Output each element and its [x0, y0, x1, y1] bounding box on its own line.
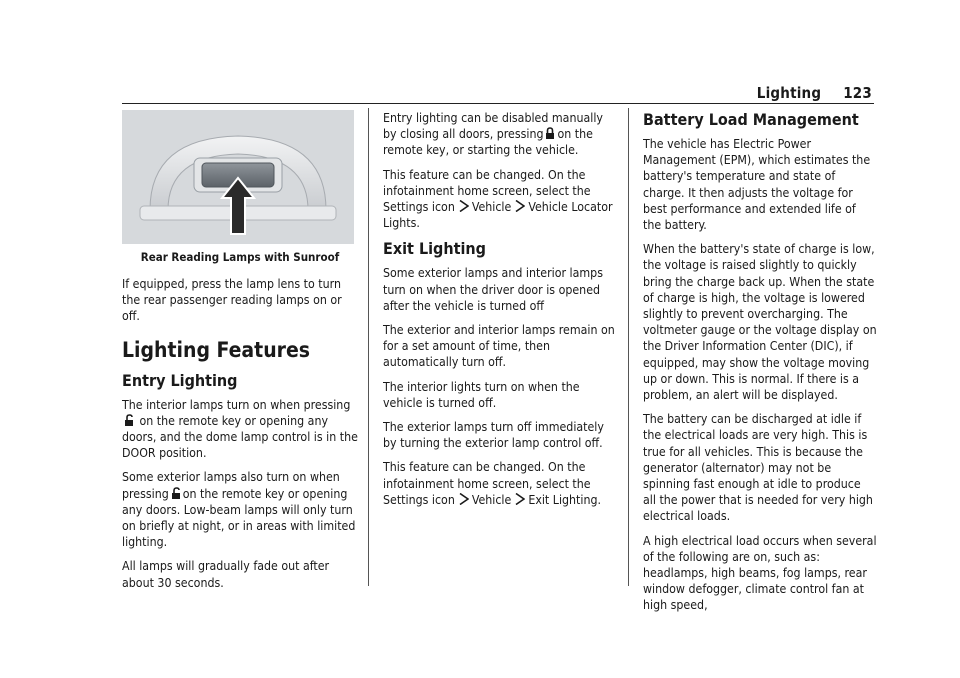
unlock-key-icon: [170, 487, 182, 500]
entry-lighting-heading: Entry Lighting: [122, 370, 238, 390]
lighting-features-heading: Lighting Features: [122, 337, 311, 362]
unlock-key-icon: [123, 414, 135, 427]
exit-paragraph-2: The exterior and interior lamps remain on for a set amount of time, then automatically turn off.: [383, 323, 615, 370]
reading-lamp-illustration: [122, 110, 354, 244]
exit-paragraph-4: The exterior lamps turn off immediately by turning the exterior lamp control off.: [383, 420, 604, 451]
entry-paragraph-3: All lamps will gradually fade out after about 30 seconds.: [122, 559, 330, 590]
column-divider-2: [628, 108, 629, 586]
column-1: [122, 110, 358, 599]
entry-settings-paragraph: This feature can be changed. On the infotainment home screen, select the Settings icon Vehicle Vehicle Locator Lights.: [383, 167, 613, 231]
chevron-right-icon: [459, 493, 469, 505]
header-rule: [122, 103, 874, 104]
chevron-right-icon: [515, 200, 525, 212]
section-title: Lighting: [756, 84, 822, 102]
column-divider-1: [368, 108, 369, 586]
chevron-right-icon: [515, 493, 525, 505]
battery-paragraph-1: The vehicle has Electric Power Management (EPM), which estimates the battery's temperature and state of charge. It then adjusts the voltage for best performance and extended life of the battery.: [643, 137, 871, 233]
reading-lamp-paragraph: If equipped, press the lamp lens to turn the rear passenger reading lamps on or off.: [122, 277, 342, 324]
entry-paragraph-1: The interior lamps turn on when pressing on the remote key or opening any doors, and the dome lamp control is in the DOOR position.: [122, 397, 358, 461]
figure-caption: Rear Reading Lamps with Sunroof: [140, 250, 340, 264]
battery-paragraph-4: A high electrical load occurs when several of the following are on, such as: headlamps, high beams, fog lamps, rear window defogger, climate control fan at high speed,: [643, 533, 877, 613]
page-header: [757, 84, 872, 102]
exit-paragraph-1: Some exterior lamps and interior lamps turn on when the driver door is opened after the vehicle is turned off: [383, 266, 603, 313]
disable-entry-paragraph: Entry lighting can be disabled manually by closing all doors, pressing on the remote key, or starting the vehicle.: [383, 111, 603, 158]
exit-lighting-heading: Exit Lighting: [383, 239, 486, 259]
column-3: [643, 110, 877, 622]
battery-paragraph-3: The battery can be discharged at idle if the electrical loads are very high. This is true for all vehicles. This is because the generator (alternator) may not be spinning fast enough at idle to produce all the power that is needed for very high electrical loads.: [643, 412, 873, 524]
exit-paragraph-3: The interior lights turn on when the vehicle is turned off.: [383, 379, 580, 410]
page-number: 123: [843, 84, 872, 102]
lock-key-icon: [544, 127, 556, 140]
battery-load-heading: Battery Load Management: [643, 110, 859, 129]
column-2: [383, 110, 616, 516]
rear-reading-lamp-figure: [122, 110, 354, 244]
chevron-right-icon: [459, 200, 469, 212]
exit-settings-paragraph: This feature can be changed. On the infotainment home screen, select the Settings icon Vehicle Exit Lighting.: [383, 460, 602, 507]
battery-paragraph-2: When the battery's state of charge is low, the voltage is raised slightly to quickly bring the charge back up. When the state of charge is high, the voltage is lowered slightly to prevent overcharging. The voltmeter gauge or the voltage display on the Driver Information Center (DIC), if equipped, may show the voltage moving up or down. This is normal. If there is a problem, an alert will be displayed.: [643, 242, 877, 403]
entry-paragraph-2: Some exterior lamps also turn on when pressing on the remote key or opening any doors. Low-beam lamps will only turn on briefly at night, or in areas with limited lighting.: [122, 470, 356, 550]
